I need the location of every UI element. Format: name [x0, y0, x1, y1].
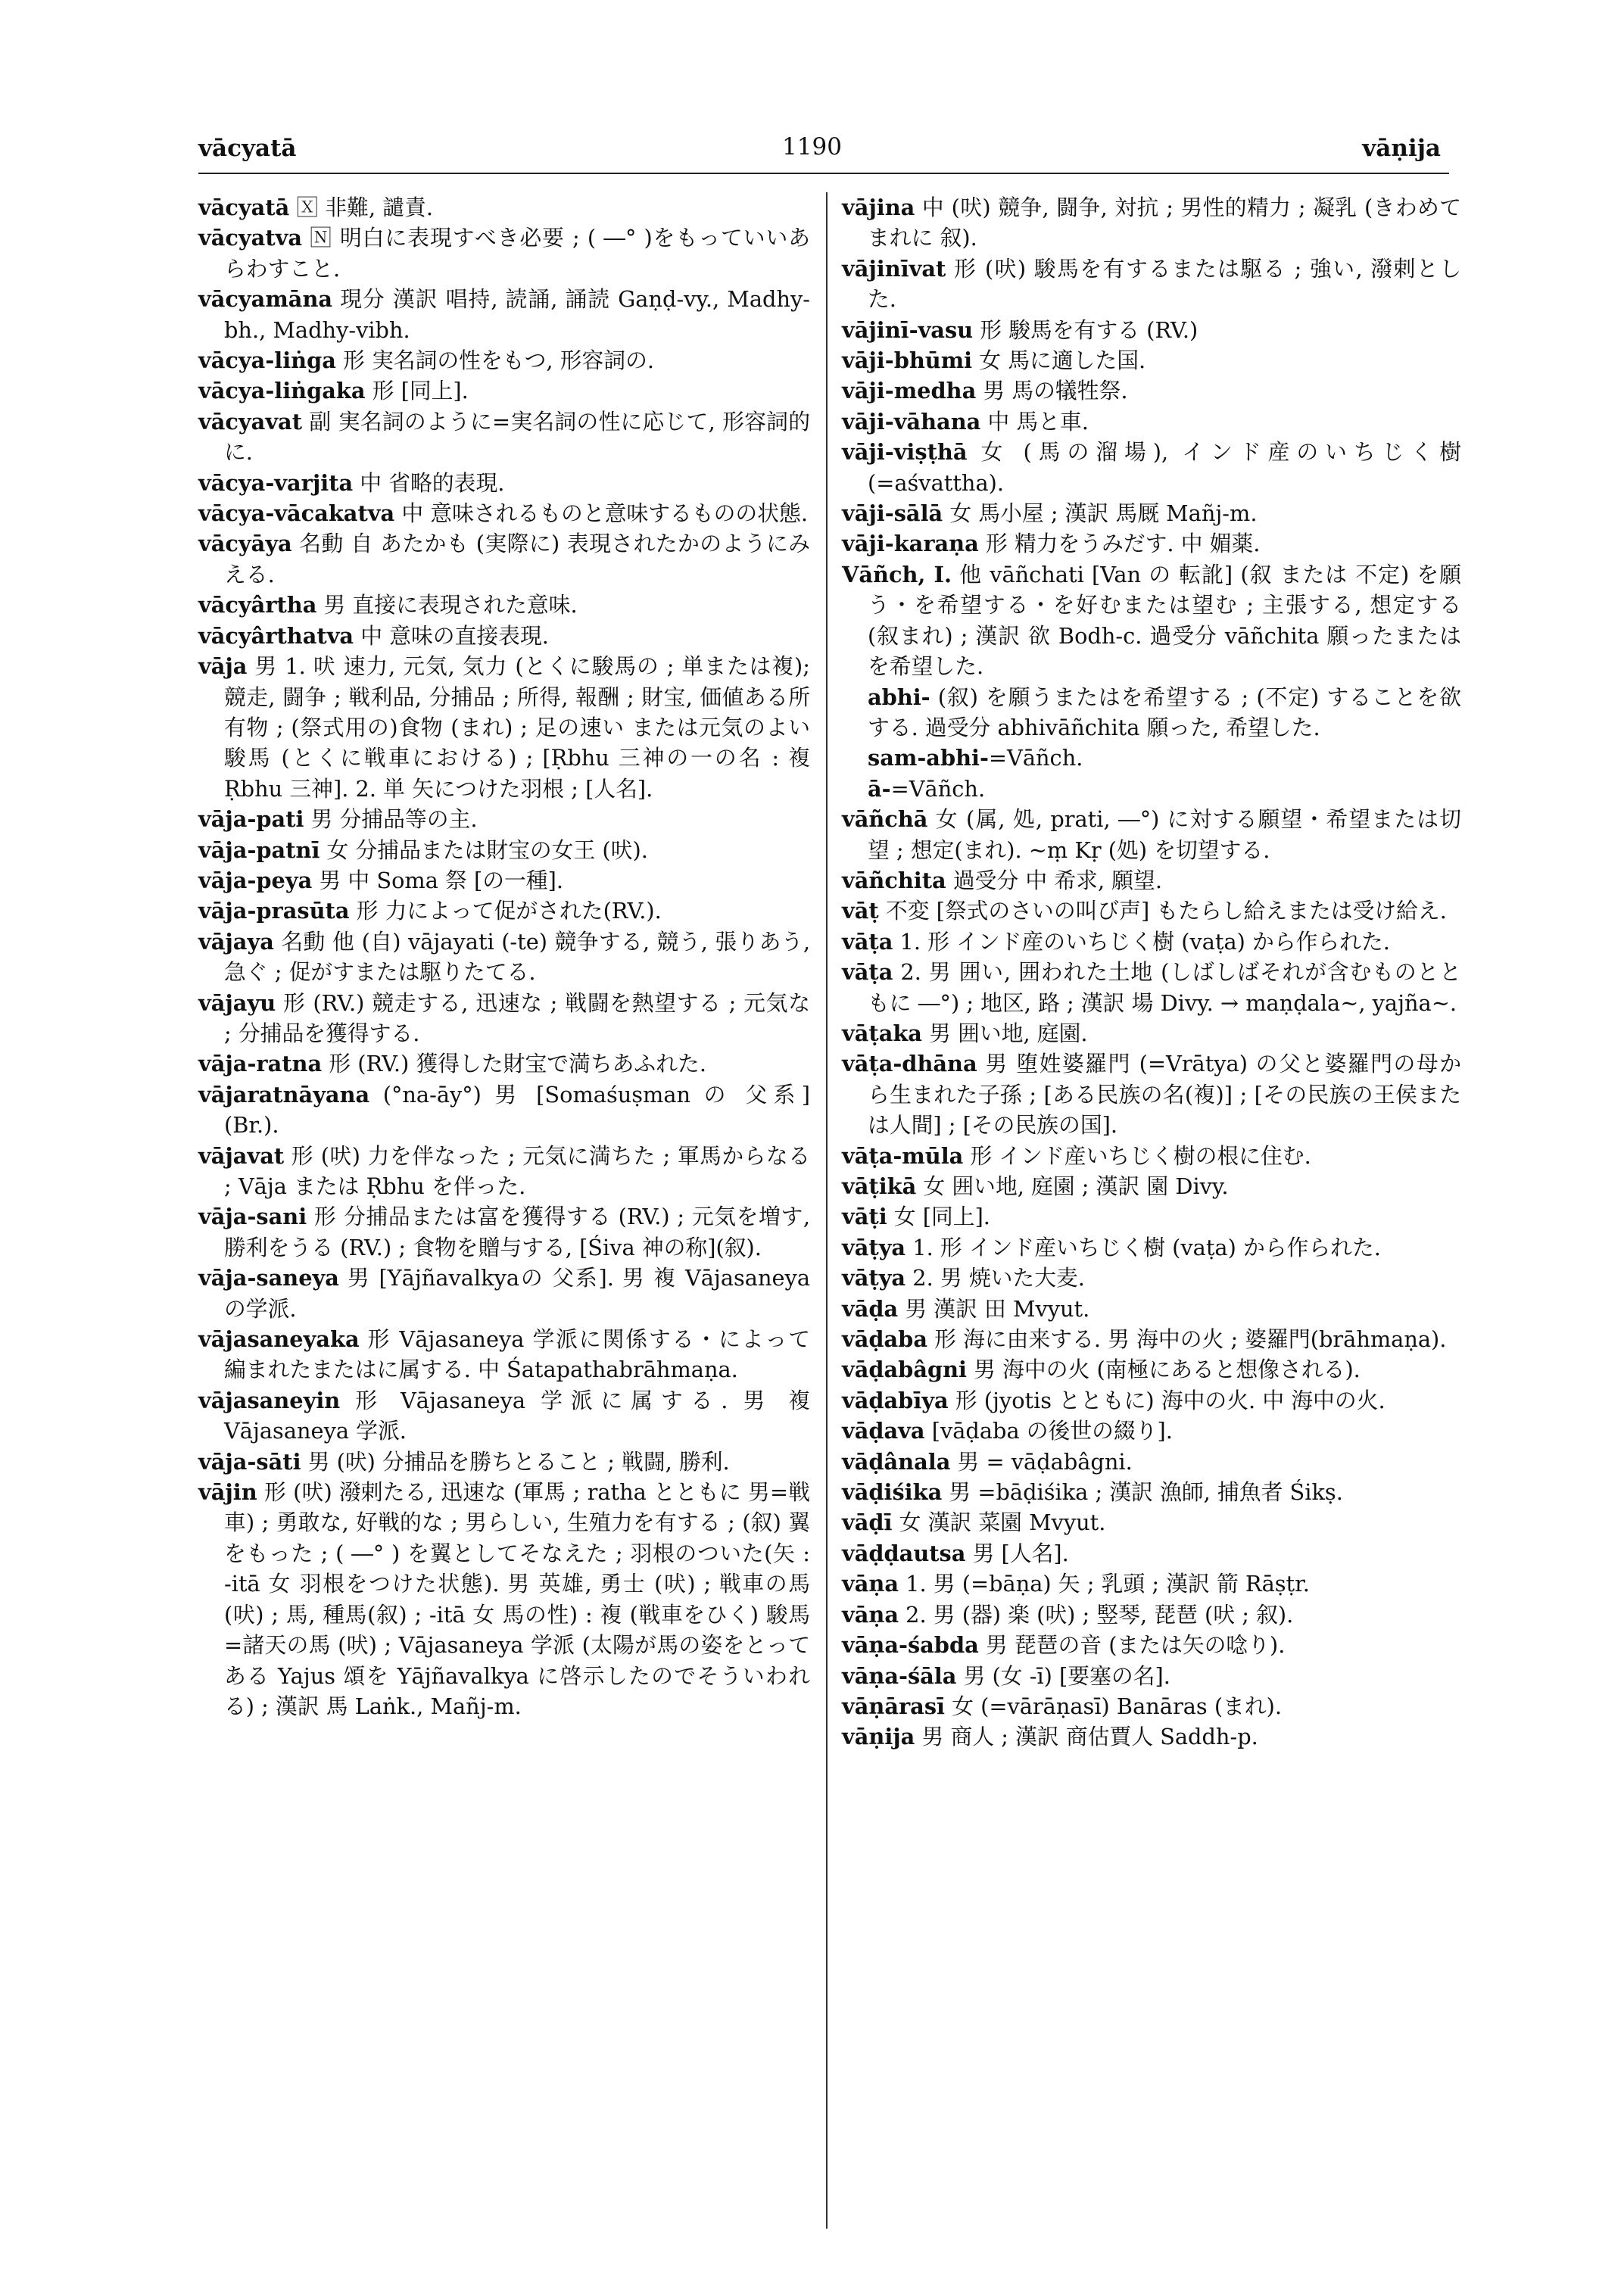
entry-definition: 副 実名詞のように=実名詞の性に応じて, 形容詞的に.	[224, 408, 810, 466]
entry-headword: vāḍabâgni	[842, 1357, 967, 1383]
entry-headword: vācyavat	[198, 408, 303, 435]
dictionary-entry	[842, 743, 1461, 773]
dictionary-entry	[198, 1263, 810, 1324]
entry-headword: vājasaneyin	[198, 1387, 341, 1413]
dictionary-entry	[842, 1447, 1461, 1477]
entry-headword: vāja-pati	[198, 806, 304, 833]
entry-headword: vāji-medha	[842, 378, 977, 404]
entry-definition: 女 分捕品または財宝の女王 (吠).	[320, 837, 648, 863]
entry-definition: 中 意味されるものと意味するものの状態.	[394, 500, 808, 527]
dictionary-entry	[842, 1324, 1461, 1354]
entry-definition: 形 分捕品または富を獲得する (RV.) ; 元気を増す, 勝利をうる (RV.) ; 食物を贈与する, [Śiva 神の称](叙).	[224, 1204, 810, 1260]
entry-definition: 過受分 中 希求, 願望.	[946, 867, 1163, 893]
dictionary-entry	[842, 927, 1461, 957]
entry-headword: vāja-peya	[198, 867, 313, 893]
entry-headword: vāji-sālā	[842, 500, 943, 527]
entry-definition: 形 (吠) 駿馬を有するまたは駆る ; 強い, 潑剌とした.	[868, 255, 1461, 313]
entry-headword: vāṭaka	[842, 1020, 922, 1046]
entry-headword: vāṇa	[842, 1601, 899, 1628]
entry-definition: 1. 形 インド産のいちじく樹 (vaṭa) から作られた.	[893, 928, 1390, 955]
dictionary-entry	[842, 1538, 1461, 1569]
entry-definition: 形 Vājasaneya 学派に属する. 男 複 Vājasaneya 学派.	[224, 1387, 810, 1444]
entry-definition: 男 琵琶の音 (または矢の唸り).	[978, 1632, 1286, 1659]
dictionary-entry	[198, 988, 810, 1049]
entry-headword: vāṇija	[842, 1724, 915, 1750]
dictionary-entry	[198, 284, 810, 345]
dictionary-entry	[198, 621, 810, 651]
entry-headword: vājasaneyaka	[198, 1326, 360, 1353]
dictionary-entry	[842, 254, 1461, 315]
entry-headword: vāja-saneya	[198, 1265, 339, 1291]
entry-headword: vājaya	[198, 928, 274, 955]
entry-definition: 🄽 明白に表現すべき必要 ; ( ―° )をもっていいあらわすこと.	[224, 225, 810, 282]
dictionary-entry	[842, 315, 1461, 345]
entry-headword: Vāñch, I.	[842, 561, 952, 587]
dictionary-entry	[842, 896, 1461, 926]
dictionary-entry	[842, 1416, 1461, 1446]
dictionary-entry	[198, 1141, 810, 1202]
dictionary-entry	[842, 1507, 1461, 1537]
right-column	[842, 192, 1461, 1752]
dictionary-entry	[198, 223, 810, 284]
entry-definition: 形 実名詞の性をもつ, 形容詞の.	[335, 347, 655, 374]
entry-headword: vāṇa-śāla	[842, 1662, 957, 1689]
entry-definition: 女 (馬の溜場), インド産のいちじく樹 (=aśvattha).	[868, 439, 1461, 496]
entry-headword: vāṭya	[842, 1265, 906, 1291]
dictionary-entry	[198, 528, 810, 590]
dictionary-entry	[842, 1354, 1461, 1385]
dictionary-entry	[198, 896, 810, 926]
entry-definition: 形 [同上].	[365, 378, 469, 404]
entry-definition: 🅇 非難, 譴責.	[289, 195, 434, 220]
entry-headword: vāṭikā	[842, 1173, 917, 1199]
dictionary-entry	[198, 1324, 810, 1385]
entry-definition: 男 [人名].	[965, 1540, 1069, 1566]
running-head-right: vāṇija	[1362, 135, 1441, 162]
dictionary-entry	[198, 498, 810, 528]
entry-headword: vāḍabīya	[842, 1387, 949, 1413]
entry-definition: 形 (吠) 力を伴なった ; 元気に満ちた ; 軍馬からなる ; Vāja または Ṛbhu を伴った.	[224, 1142, 810, 1199]
entry-definition: 不変 [祭式のさいの叫び声] もたらし給えまたは受け給え.	[878, 898, 1447, 924]
dictionary-entry	[198, 375, 810, 406]
entry-headword: vāṭa-mūla	[842, 1142, 964, 1169]
dictionary-entry	[842, 437, 1461, 498]
entry-definition: 男 直接に表現された意味.	[316, 592, 578, 618]
dictionary-entry	[198, 865, 810, 896]
dictionary-entry	[842, 1048, 1461, 1140]
entry-headword: vācya-liṅga	[198, 347, 336, 374]
entry-definition: 男 中 Soma 祭 [の一種].	[312, 867, 563, 893]
entry-definition: 男 囲い地, 庭園.	[921, 1020, 1088, 1046]
entry-definition: 1. 男 (=bāṇa) 矢 ; 乳頭 ; 漢訳 箭 Rāṣṭr.	[899, 1571, 1310, 1597]
entry-headword: vāḍânala	[842, 1448, 951, 1475]
dictionary-entry	[198, 345, 810, 375]
entry-headword: abhi-	[868, 684, 930, 710]
entry-headword: vājinī-vasu	[842, 316, 974, 343]
entry-definition: 2. 男 (器) 楽 (吠) ; 竪琴, 琵琶 (吠 ; 叙).	[899, 1601, 1294, 1628]
dictionary-entry	[842, 1385, 1461, 1416]
dictionary-entry	[842, 957, 1461, 1018]
dictionary-entry	[842, 1018, 1461, 1048]
dictionary-entry	[198, 407, 810, 468]
entry-headword: vācyatva	[198, 225, 303, 251]
entry-headword: vācya-vācakatva	[198, 500, 395, 527]
dictionary-entry	[842, 1171, 1461, 1201]
dictionary-entry	[198, 1477, 810, 1721]
entry-definition: 男 海中の火 (南極にあると想像される).	[967, 1357, 1361, 1383]
entry-definition: 形 (jyotis とともに) 海中の火. 中 海中の火.	[948, 1387, 1386, 1413]
entry-headword: vāja-sani	[198, 1204, 307, 1230]
entry-definition: 2. 男 焼いた大麦.	[906, 1265, 1085, 1291]
entry-headword: vāḍava	[842, 1418, 925, 1444]
entry-headword: vāṇārasī	[842, 1693, 945, 1719]
entry-headword: vāja	[198, 653, 248, 680]
dictionary-entry	[198, 927, 810, 988]
dictionary-entry	[842, 804, 1461, 865]
entry-definition: 形 (吠) 潑剌たる, 迅速な (軍馬 ; ratha とともに 男=戦車) ; 勇敢な, 好戦的な ; 男らしい, 生殖力を有する ; (叙) 翼をもった ; ( ―° ) を翼としてそなえた ; 羽根のついた(矢 : -itā 女 羽根をつけた状態). 男 英雄, 勇士 (吠) ; 戦車の馬 (吠) ; 馬, 種馬(叙) ; -itā 女 馬の性) : 複 (戦車をひく) 駿馬=諸天の馬 (吠) ; Vājasaneya 学派 (太陽が馬の姿をとってある Yajus 頌を Yājñavalkya に啓示したのでそういわれる) ; 漢訳 馬 Laṅk., Mañj-m.	[224, 1479, 810, 1719]
dictionary-entry	[198, 1048, 810, 1079]
dictionary-entry	[842, 559, 1461, 682]
entry-definition: (叙) を願うまたはを希望する ; (不定) することを欲する. 過受分 abhivāñchita 願った, 希望した.	[868, 684, 1461, 740]
dictionary-entry	[842, 682, 1461, 743]
left-column	[198, 192, 810, 1721]
entry-headword: vāṭa	[842, 928, 893, 955]
entry-headword: vācyatā	[198, 195, 290, 220]
entry-headword: vāḍaba	[842, 1326, 927, 1353]
entry-definition: 男 1. 吠 速力, 元気, 気力 (とくに駿馬の ; 単または複);競走, 闘争 ; 戦利品, 分捕品 ; 所得, 報酬 ; 財宝, 価値ある所有物 ; (祭式用の)食物 (まれ) ; 足の速い または元気のよい駿馬 (とくに戦車における) ; [Ṛbhu 三神の一の名 : 複 Ṛbhu 三神]. 2. 単 矢につけた羽根 ; [人名].	[224, 653, 810, 802]
entry-headword: vācya-liṅgaka	[198, 378, 366, 404]
entry-definition: 男 =bāḍiśika ; 漢訳 漁師, 捕魚者 Śikṣ.	[942, 1479, 1343, 1506]
entry-headword: vājina	[842, 195, 915, 220]
dictionary-entry	[842, 1600, 1461, 1630]
dictionary-entry	[842, 345, 1461, 375]
entry-definition: 男 商人 ; 漢訳 商估賈人 Saddh-p.	[915, 1724, 1258, 1750]
dictionary-entry	[198, 468, 810, 498]
entry-headword: vājinīvat	[842, 255, 946, 282]
dictionary-entry	[842, 407, 1461, 437]
dictionary-entry	[842, 774, 1461, 804]
dictionary-entry	[842, 1721, 1461, 1752]
dictionary-entry	[842, 1232, 1461, 1263]
entry-definition: 女 (属, 処, prati, ―°) に対する願望・希望または切望 ; 想定(まれ). ~ṃ Kṛ (処) を切望する.	[868, 806, 1461, 863]
dictionary-entry	[842, 192, 1461, 254]
entry-definition: 形 インド産いちじく樹の根に住む.	[963, 1142, 1311, 1169]
entry-headword: vācya-varjita	[198, 469, 354, 496]
dictionary-entry	[198, 804, 810, 834]
entry-definition: 中 意味の直接表現.	[354, 622, 549, 649]
dictionary-entry	[198, 1447, 810, 1477]
entry-headword: vājavat	[198, 1142, 285, 1169]
entry-definition: 男 堕姓婆羅門 (=Vrātya) の父と婆羅門の母から生まれた子孫 ; [ある民族の名(複)] ; [その民族の王侯または人間] ; [その民族の国].	[868, 1051, 1461, 1139]
entry-headword: vāḍḍautsa	[842, 1540, 966, 1566]
entry-definition: 男 = vāḍabâgni.	[950, 1448, 1133, 1475]
entry-headword: vāja-ratna	[198, 1051, 323, 1077]
entry-headword: vāṭ	[842, 898, 879, 924]
entry-headword: vācyāya	[198, 531, 292, 557]
entry-definition: 形 力によって促がされた(RV.).	[349, 898, 662, 924]
dictionary-entry	[842, 1630, 1461, 1660]
entry-definition: 男 漢訳 田 Mvyut.	[898, 1295, 1090, 1322]
running-head-left: vācyatā	[198, 135, 297, 162]
dictionary-entry	[842, 1263, 1461, 1293]
column-divider	[826, 192, 828, 2229]
dictionary-entry	[842, 1661, 1461, 1691]
entry-definition: 形 (RV.) 獲得した財宝で満ちあふれた.	[322, 1051, 706, 1077]
entry-definition: 現分 漢訳 唱持, 読誦, 誦読 Gaṇḍ-vy., Madhy-bh., Madhy-vibh.	[224, 286, 810, 343]
entry-headword: vāṭya	[842, 1234, 906, 1260]
dictionary-entry	[842, 498, 1461, 528]
entry-definition: 男 馬の犠牲祭.	[976, 378, 1128, 404]
entry-definition: 女 馬小屋 ; 漢訳 馬厩 Mañj-m.	[943, 500, 1258, 527]
entry-headword: vāṭa-dhāna	[842, 1051, 977, 1077]
entry-headword: vāṇa-śabda	[842, 1632, 979, 1659]
entry-definition: 女 漢訳 菜園 Mvyut.	[892, 1509, 1106, 1536]
entry-headword: vāḍa	[842, 1295, 899, 1322]
entry-headword: vāja-patnī	[198, 837, 320, 863]
entry-definition: 2. 男 囲い, 囲われた土地 (しばしばそれが含むものとともに ―°) ; 地区, 路 ; 漢訳 場 Divy. → maṇḍala~, yajña~.	[868, 959, 1461, 1016]
dictionary-entry	[842, 1201, 1461, 1232]
dictionary-entry	[198, 651, 810, 804]
entry-headword: vājaratnāyana	[198, 1081, 370, 1108]
entry-definition: 女 囲い地, 庭園 ; 漢訳 園 Divy.	[916, 1173, 1229, 1199]
entry-definition: =Vāñch.	[988, 745, 1083, 771]
entry-headword: vāñchita	[842, 867, 946, 893]
entry-headword: vāja-sāti	[198, 1448, 301, 1475]
header-rule	[198, 173, 1449, 174]
dictionary-entry	[842, 1477, 1461, 1507]
entry-headword: vājayu	[198, 989, 276, 1016]
entry-definition: 他 vāñchati [Van の 転訛] (叙 または 不定) を願う・を希望する・を好むまたは望む ; 主張する, 想定する (叙まれ) ; 漢訳 欲 Bodh-c. 過受分 vāñchita 願ったまたはを希望した.	[868, 561, 1461, 680]
entry-definition: 女 [同上].	[887, 1204, 990, 1230]
dictionary-entry	[198, 1201, 810, 1263]
entry-definition: =Vāñch.	[890, 775, 986, 802]
entry-definition: 名動 自 あたかも (実際に) 表現されたかのようにみえる.	[224, 531, 810, 587]
entry-headword: vāji-viṣṭhā	[842, 439, 968, 466]
dictionary-entry	[842, 865, 1461, 896]
entry-definition: 形 Vājasaneya 学派に関係する・によって編まれたまたはに属する. 中 Śatapathabrāhmaṇa.	[224, 1326, 810, 1383]
entry-definition: 名動 他 (自) vājayati (-te) 競争する, 競う, 張りあう, 急ぐ ; 促がすまたは駆りたてる.	[224, 928, 810, 986]
entry-definition: 女 (=vārāṇasī) Banāras (まれ).	[944, 1693, 1283, 1719]
entry-definition: 形 海に由来する. 男 海中の火 ; 婆羅門(brāhmaṇa).	[927, 1326, 1447, 1353]
entry-definition: 男 (女 -ī) [要塞の名].	[956, 1662, 1170, 1689]
entry-definition: 中 省略的表現.	[353, 469, 505, 496]
entry-headword: vācyamāna	[198, 286, 333, 313]
dictionary-entry	[842, 1294, 1461, 1324]
entry-definition: 男 [Yājñavalkyaの 父系]. 男 複 Vājasaneya の学派.	[224, 1265, 810, 1322]
entry-headword: vāji-karaṇa	[842, 531, 979, 557]
entry-headword: vāṭi	[842, 1204, 887, 1230]
entry-definition: 中 (吠) 競争, 闘争, 対抗 ; 男性的精力 ; 凝乳 (きわめてまれに 叙).	[868, 195, 1461, 251]
dictionary-entry	[198, 835, 810, 865]
entry-definition: (°na-āy°) 男 [Somaśuṣman の 父系] (Br.).	[224, 1081, 810, 1139]
entry-definition: 形 (RV.) 競走する, 迅速な ; 戦闘を熱望する ; 元気な ; 分捕品を獲得する.	[224, 989, 810, 1046]
entry-definition: 中 馬と車.	[980, 408, 1089, 435]
page-number: 1190	[782, 133, 842, 160]
entry-headword: vāṭa	[842, 959, 893, 986]
dictionary-entry	[198, 590, 810, 620]
entry-definition: 形 駿馬を有する (RV.)	[973, 316, 1199, 343]
dictionary-entry	[842, 1141, 1461, 1171]
entry-headword: vājin	[198, 1479, 257, 1506]
entry-definition: 女 馬に適した国.	[972, 347, 1146, 374]
entry-headword: vāja-prasūta	[198, 898, 350, 924]
dictionary-entry	[842, 1569, 1461, 1599]
entry-headword: ā-	[868, 775, 891, 802]
entry-headword: sam-abhi-	[868, 745, 989, 771]
dictionary-entry	[842, 375, 1461, 406]
entry-headword: vāji-vāhana	[842, 408, 981, 435]
entry-definition: [vāḍaba の後世の綴り].	[924, 1418, 1173, 1444]
entry-definition: 男 (吠) 分捕品を勝ちとること ; 戦闘, 勝利.	[301, 1448, 730, 1475]
dictionary-entry	[198, 1080, 810, 1141]
dictionary-entry	[842, 528, 1461, 559]
entry-headword: vāḍī	[842, 1509, 893, 1536]
entry-headword: vāṇa	[842, 1571, 899, 1597]
entry-definition: 1. 形 インド産いちじく樹 (vaṭa) から作られた.	[906, 1234, 1381, 1260]
entry-headword: vāñchā	[842, 806, 928, 833]
dictionary-entry	[842, 1691, 1461, 1721]
dictionary-entry	[198, 1385, 810, 1447]
dictionary-entry	[198, 192, 810, 223]
entry-headword: vācyârtha	[198, 592, 317, 618]
entry-headword: vāḍiśika	[842, 1479, 943, 1506]
entry-headword: vācyârthatva	[198, 622, 354, 649]
entry-definition: 形 精力をうみだす. 中 媚薬.	[978, 531, 1261, 557]
entry-definition: 男 分捕品等の主.	[304, 806, 478, 833]
entry-headword: vāji-bhūmi	[842, 347, 973, 374]
